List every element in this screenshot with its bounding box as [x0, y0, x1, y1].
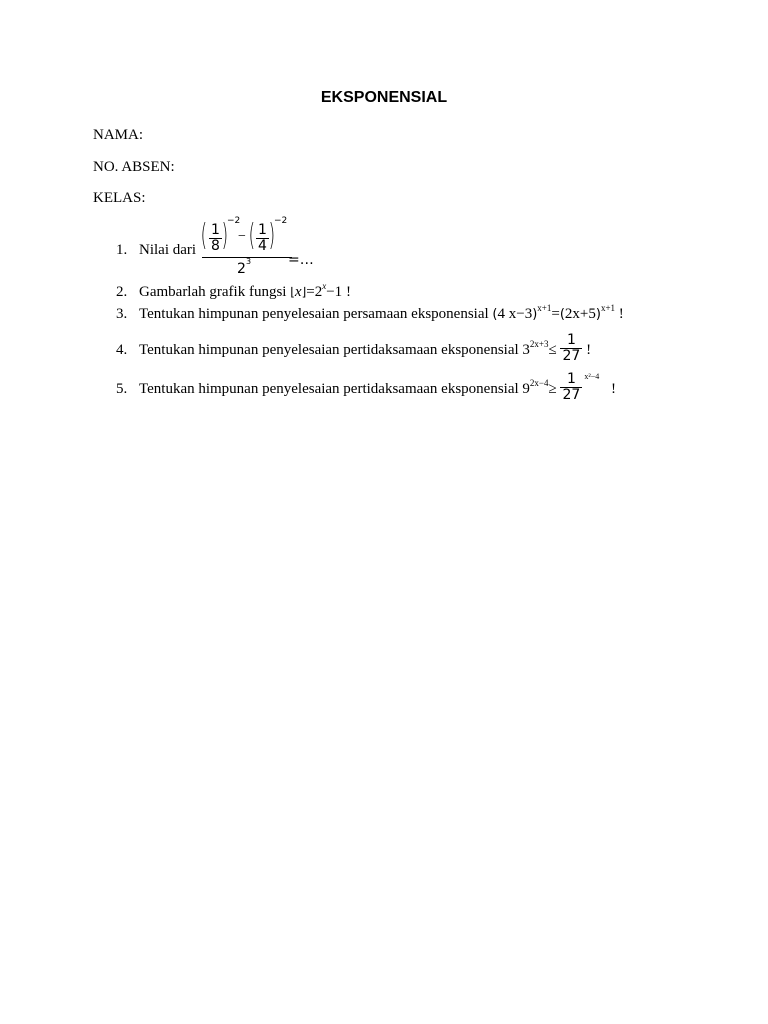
nama-label: NAMA:	[93, 127, 144, 143]
right-paren-icon: )	[221, 218, 229, 253]
rhs-exponent: x	[322, 281, 327, 291]
right-paren-icon: )	[268, 218, 276, 253]
question-number: 1.	[116, 242, 128, 258]
left-paren-icon: (	[200, 218, 208, 253]
question-4-expression	[522, 332, 592, 364]
fraction-numerator: 1	[258, 222, 267, 238]
lhs-base: 4 x−3	[497, 306, 533, 322]
question-number: 5.	[116, 380, 128, 397]
fraction-denominator: 4	[258, 238, 267, 254]
fraction-denominator: 8	[211, 238, 220, 254]
fraction-denominator: 27	[562, 387, 581, 403]
exclamation: !	[610, 380, 616, 397]
question-text: Gambarlah grafik fungsi	[139, 284, 287, 300]
question-number: 4.	[116, 341, 128, 358]
fraction-1-8	[209, 223, 222, 254]
exponent: −2	[227, 216, 241, 226]
question-4	[116, 332, 592, 366]
q1-denominator	[202, 258, 292, 276]
fraction-numerator: 1	[211, 222, 220, 238]
function-variable: x	[294, 284, 302, 300]
exclamation: !	[586, 341, 592, 358]
minus-sign: −	[238, 229, 246, 244]
question-text: Tentukan himpunan penyelesaian persamaan eksponensial	[139, 306, 489, 322]
equals-sign: =	[551, 306, 560, 322]
fraction-numerator: 1	[560, 372, 582, 388]
fraction-exponent: x²−4	[584, 371, 600, 381]
question-text: Tentukan himpunan penyelesaian pertidaksamaan eksponensial	[139, 341, 519, 358]
question-5-expression	[522, 371, 616, 403]
fraction-1-27	[560, 333, 582, 364]
page-title: EKSPONENSIAL	[320, 89, 448, 106]
question-1-expression	[200, 216, 314, 277]
exclamation: !	[345, 284, 351, 300]
question-3-expression: (4 $x-3)^{x+1}=(2x+5)^{x+1}$ !	[492, 303, 624, 322]
question-3	[116, 303, 624, 323]
denominator-base: 2	[237, 261, 246, 277]
question-5	[116, 371, 616, 405]
question-number: 3.	[116, 306, 128, 322]
fraction-denominator: 27	[562, 348, 581, 364]
absen-label: NO. ABSEN:	[93, 159, 175, 175]
question-1	[116, 242, 196, 259]
fraction-1-4	[256, 223, 269, 254]
question-text: Nilai dari	[139, 242, 197, 258]
exponent: −2	[274, 216, 288, 226]
question-number: 2.	[116, 284, 128, 300]
denominator-exponent: 3	[246, 257, 252, 266]
fraction-numerator: 1	[560, 333, 582, 349]
left-paren-icon: (	[248, 218, 256, 253]
base: 9	[522, 380, 530, 397]
rhs-base: =2	[306, 284, 323, 300]
relation-sign: ≤	[548, 341, 557, 358]
base: 3	[522, 341, 530, 358]
exponent: 2x−4	[529, 377, 549, 388]
exponent: 2x+3	[529, 338, 549, 349]
relation-sign: ≥	[548, 380, 557, 397]
rhs-exponent: x+1	[600, 303, 616, 313]
q1-numerator	[200, 216, 292, 258]
kelas-label: KELAS:	[93, 190, 146, 206]
equals-ellipsis: =…	[288, 252, 314, 268]
rhs-tail: −1	[326, 284, 343, 300]
exclamation: !	[618, 306, 624, 322]
fraction-1-27	[560, 372, 582, 403]
question-2	[116, 281, 351, 301]
question-2-expression: $⌊x⌋=2^x-1$ !	[290, 281, 351, 300]
lhs-exponent: x+1	[537, 303, 552, 313]
rhs-base: 2x+5	[564, 306, 596, 322]
question-text: Tentukan himpunan penyelesaian pertidaksamaan eksponensial	[139, 380, 519, 397]
